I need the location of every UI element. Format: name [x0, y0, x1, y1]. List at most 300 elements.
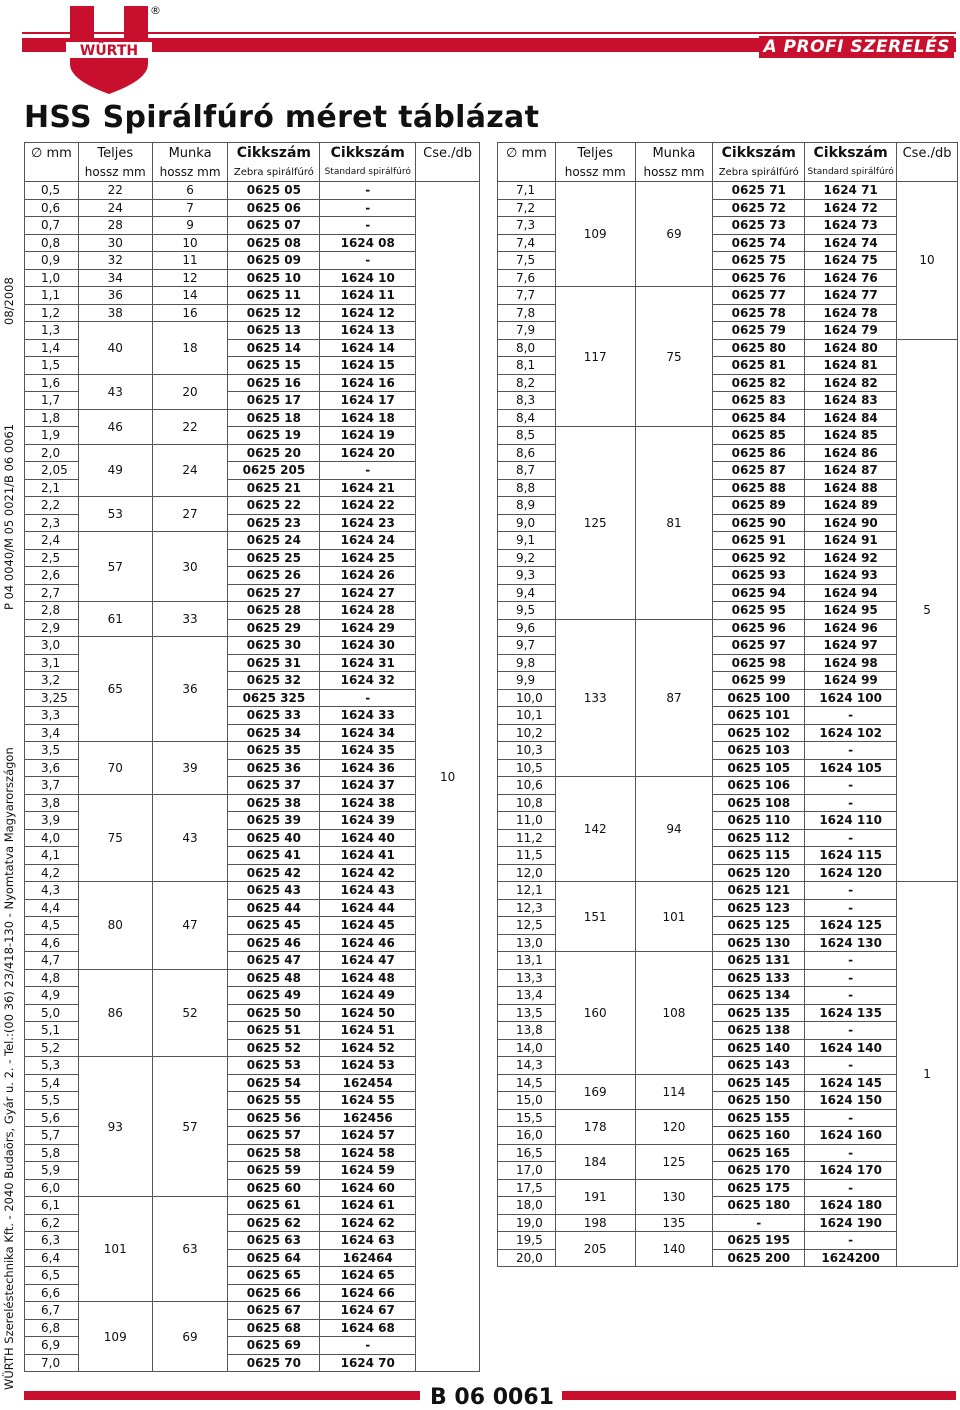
article-zebra-cell: 0625 145: [713, 1074, 805, 1092]
footer-bar-right: [562, 1391, 956, 1400]
article-standard-cell: 1624 125: [805, 917, 897, 935]
article-zebra-cell: 0625 64: [228, 1249, 320, 1267]
diameter-cell: 4,6: [25, 934, 79, 952]
article-standard-cell: 1624 93: [805, 567, 897, 585]
article-zebra-cell: 0625 85: [713, 427, 805, 445]
article-zebra-cell: 0625 180: [713, 1197, 805, 1215]
article-standard-cell: -: [805, 707, 897, 725]
article-standard-cell: 1624 32: [320, 672, 416, 690]
total-length-cell: 49: [78, 444, 152, 497]
work-length-cell: 27: [152, 497, 228, 532]
article-zebra-cell: 0625 33: [228, 707, 320, 725]
article-zebra-cell: 0625 09: [228, 252, 320, 270]
diameter-cell: 3,2: [25, 672, 79, 690]
article-zebra-cell: 0625 121: [713, 882, 805, 900]
svg-text:WÜRTH: WÜRTH: [79, 43, 139, 59]
work-length-cell: 135: [635, 1214, 713, 1232]
header-pack-qty: Cse./db: [416, 143, 480, 164]
diameter-cell: 6,3: [25, 1232, 79, 1250]
work-length-cell: 57: [152, 1057, 228, 1197]
article-zebra-cell: 0625 34: [228, 724, 320, 742]
article-zebra-cell: 0625 21: [228, 479, 320, 497]
article-standard-cell: 1624 110: [805, 812, 897, 830]
article-standard-cell: 1624 49: [320, 987, 416, 1005]
article-standard-cell: -: [805, 794, 897, 812]
diameter-cell: 18,0: [498, 1197, 556, 1215]
article-zebra-cell: 0625 05: [228, 182, 320, 200]
article-zebra-cell: 0625 138: [713, 1022, 805, 1040]
article-standard-cell: -: [805, 1022, 897, 1040]
diameter-cell: 1,2: [25, 304, 79, 322]
table-row: [25, 532, 480, 550]
table-row: [25, 234, 480, 252]
article-zebra-cell: 0625 72: [713, 199, 805, 217]
article-standard-cell: 1624 89: [805, 497, 897, 515]
article-standard-cell: 1624 18: [320, 409, 416, 427]
article-standard-cell: 1624 77: [805, 287, 897, 305]
table-row: [25, 882, 480, 900]
table-row: [25, 497, 480, 515]
article-zebra-cell: 0625 66: [228, 1284, 320, 1302]
article-zebra-cell: 0625 22: [228, 497, 320, 515]
work-length-cell: 47: [152, 882, 228, 970]
article-standard-cell: 1624 12: [320, 304, 416, 322]
diameter-cell: 9,2: [498, 549, 556, 567]
article-zebra-cell: 0625 67: [228, 1302, 320, 1320]
article-zebra-cell: 0625 100: [713, 689, 805, 707]
article-zebra-cell: 0625 135: [713, 1004, 805, 1022]
article-zebra-cell: 0625 18: [228, 409, 320, 427]
header-diameter-sub: [25, 163, 79, 182]
work-length-cell: 43: [152, 794, 228, 882]
table-row: [25, 182, 480, 200]
article-zebra-cell: 0625 10: [228, 269, 320, 287]
total-length-cell: 40: [78, 322, 152, 375]
diameter-cell: 9,8: [498, 654, 556, 672]
article-standard-cell: 1624 58: [320, 1144, 416, 1162]
article-zebra-cell: 0625 26: [228, 567, 320, 585]
diameter-cell: 9,9: [498, 672, 556, 690]
article-standard-cell: 162454: [320, 1074, 416, 1092]
header-work-length-sub: hossz mm: [635, 163, 713, 182]
article-standard-cell: 1624 130: [805, 934, 897, 952]
total-length-cell: 142: [555, 777, 635, 882]
article-standard-cell: 1624 23: [320, 514, 416, 532]
article-zebra-cell: 0625 12: [228, 304, 320, 322]
total-length-cell: 125: [555, 427, 635, 620]
article-zebra-cell: 0625 134: [713, 987, 805, 1005]
article-zebra-cell: 0625 110: [713, 812, 805, 830]
diameter-cell: 8,1: [498, 357, 556, 375]
diameter-cell: 10,6: [498, 777, 556, 795]
article-standard-cell: 1624 170: [805, 1162, 897, 1180]
article-standard-cell: -: [805, 899, 897, 917]
article-zebra-cell: 0625 59: [228, 1162, 320, 1180]
table-row: [498, 777, 958, 795]
work-length-cell: 69: [152, 1302, 228, 1372]
article-standard-cell: 1624 53: [320, 1057, 416, 1075]
diameter-cell: 2,7: [25, 584, 79, 602]
work-length-cell: 87: [635, 619, 713, 777]
work-length-cell: 101: [635, 882, 713, 952]
article-zebra-cell: 0625 140: [713, 1039, 805, 1057]
table-row: [25, 794, 480, 812]
work-length-cell: 16: [152, 304, 228, 322]
table-row: [498, 1144, 958, 1162]
article-standard-cell: -: [805, 777, 897, 795]
article-standard-cell: 1624 79: [805, 322, 897, 340]
footer-code: B 06 0061: [430, 1385, 554, 1410]
article-standard-cell: 1624 19: [320, 427, 416, 445]
diameter-cell: 7,9: [498, 322, 556, 340]
article-zebra-cell: 0625 28: [228, 602, 320, 620]
article-standard-cell: -: [805, 1144, 897, 1162]
diameter-cell: 13,5: [498, 1004, 556, 1022]
article-standard-cell: 1624 70: [320, 1354, 416, 1372]
article-standard-cell: 1624 59: [320, 1162, 416, 1180]
table-row: [498, 882, 958, 900]
article-standard-cell: 1624 62: [320, 1214, 416, 1232]
total-length-cell: 101: [78, 1197, 152, 1302]
header-article-standard: Cikkszám: [320, 143, 416, 164]
article-standard-cell: 1624 24: [320, 532, 416, 550]
right-drill-table: [497, 142, 958, 1267]
table-row: [25, 637, 480, 655]
slogan: A PROFI SZERELÉS: [759, 36, 954, 58]
left-drill-table: [24, 142, 480, 1372]
article-standard-cell: 1624 78: [805, 304, 897, 322]
article-standard-cell: 1624 45: [320, 917, 416, 935]
article-zebra-cell: 0625 35: [228, 742, 320, 760]
diameter-cell: 8,4: [498, 409, 556, 427]
diameter-cell: 10,8: [498, 794, 556, 812]
article-standard-cell: 1624 14: [320, 339, 416, 357]
diameter-cell: 6,9: [25, 1337, 79, 1355]
diameter-cell: 3,7: [25, 777, 79, 795]
header-thin-bar: [22, 32, 956, 34]
article-zebra-cell: 0625 84: [713, 409, 805, 427]
article-zebra-cell: 0625 112: [713, 829, 805, 847]
article-standard-cell: 1624 83: [805, 392, 897, 410]
diameter-cell: 13,8: [498, 1022, 556, 1040]
header-total-length-sub: hossz mm: [555, 163, 635, 182]
diameter-cell: 16,5: [498, 1144, 556, 1162]
article-standard-cell: 1624 86: [805, 444, 897, 462]
article-zebra-cell: 0625 13: [228, 322, 320, 340]
diameter-cell: 6,5: [25, 1267, 79, 1285]
table-row: [25, 217, 480, 235]
header-article-standard-sub: Standard spirálfúró: [320, 163, 416, 182]
diameter-cell: 14,5: [498, 1074, 556, 1092]
header-article-standard-sub: Standard spirálfúró: [805, 163, 897, 182]
total-length-cell: 32: [78, 252, 152, 270]
article-zebra-cell: 0625 61: [228, 1197, 320, 1215]
total-length-cell: 65: [78, 637, 152, 742]
article-standard-cell: 1624 47: [320, 952, 416, 970]
article-standard-cell: 1624 38: [320, 794, 416, 812]
total-length-cell: 151: [555, 882, 635, 952]
article-standard-cell: -: [320, 1337, 416, 1355]
diameter-cell: 6,0: [25, 1179, 79, 1197]
article-zebra-cell: 0625 48: [228, 969, 320, 987]
article-standard-cell: 1624 135: [805, 1004, 897, 1022]
article-standard-cell: 1624 57: [320, 1127, 416, 1145]
diameter-cell: 6,1: [25, 1197, 79, 1215]
article-zebra-cell: -: [713, 1214, 805, 1232]
diameter-cell: 13,3: [498, 969, 556, 987]
diameter-cell: 8,6: [498, 444, 556, 462]
header-subrow: [498, 163, 958, 182]
table-row: [25, 969, 480, 987]
diameter-cell: 5,1: [25, 1022, 79, 1040]
diameter-cell: 5,0: [25, 1004, 79, 1022]
diameter-cell: 19,0: [498, 1214, 556, 1232]
diameter-cell: 12,0: [498, 864, 556, 882]
article-zebra-cell: 0625 88: [713, 479, 805, 497]
diameter-cell: 10,3: [498, 742, 556, 760]
article-standard-cell: 1624 82: [805, 374, 897, 392]
table-row: [498, 427, 958, 445]
work-length-cell: 125: [635, 1144, 713, 1179]
table-row: [498, 1074, 958, 1092]
header-row: [25, 143, 480, 164]
diameter-cell: 8,0: [498, 339, 556, 357]
diameter-cell: 19,5: [498, 1232, 556, 1250]
article-standard-cell: 1624 28: [320, 602, 416, 620]
article-standard-cell: 1624 25: [320, 549, 416, 567]
work-length-cell: 12: [152, 269, 228, 287]
article-zebra-cell: 0625 106: [713, 777, 805, 795]
article-zebra-cell: 0625 200: [713, 1249, 805, 1267]
article-standard-cell: -: [320, 252, 416, 270]
diameter-cell: 4,4: [25, 899, 79, 917]
article-standard-cell: 1624 73: [805, 217, 897, 235]
total-length-cell: 178: [555, 1109, 635, 1144]
diameter-cell: 7,7: [498, 287, 556, 305]
diameter-cell: 9,3: [498, 567, 556, 585]
diameter-cell: 5,2: [25, 1039, 79, 1057]
article-standard-cell: 1624 72: [805, 199, 897, 217]
article-zebra-cell: 0625 24: [228, 532, 320, 550]
work-length-cell: 36: [152, 637, 228, 742]
work-length-cell: 108: [635, 952, 713, 1075]
article-zebra-cell: 0625 20: [228, 444, 320, 462]
diameter-cell: 5,3: [25, 1057, 79, 1075]
article-zebra-cell: 0625 123: [713, 899, 805, 917]
article-zebra-cell: 0625 80: [713, 339, 805, 357]
article-standard-cell: 1624 96: [805, 619, 897, 637]
article-standard-cell: 1624 81: [805, 357, 897, 375]
diameter-cell: 3,3: [25, 707, 79, 725]
header-diameter: ∅ mm: [25, 143, 79, 164]
article-standard-cell: -: [320, 199, 416, 217]
header-article-standard: Cikkszám: [805, 143, 897, 164]
work-length-cell: 24: [152, 444, 228, 497]
diameter-cell: 1,7: [25, 392, 79, 410]
header-work-length: Munka: [152, 143, 228, 164]
article-standard-cell: 1624 87: [805, 462, 897, 480]
article-zebra-cell: 0625 25: [228, 549, 320, 567]
article-standard-cell: 1624 145: [805, 1074, 897, 1092]
total-length-cell: 109: [555, 182, 635, 287]
diameter-cell: 16,0: [498, 1127, 556, 1145]
article-standard-cell: 1624 50: [320, 1004, 416, 1022]
work-length-cell: 75: [635, 287, 713, 427]
article-standard-cell: 1624 52: [320, 1039, 416, 1057]
article-standard-cell: 1624 51: [320, 1022, 416, 1040]
article-standard-cell: 1624 88: [805, 479, 897, 497]
table-row: [498, 1179, 958, 1197]
article-zebra-cell: 0625 94: [713, 584, 805, 602]
article-zebra-cell: 0625 131: [713, 952, 805, 970]
article-zebra-cell: 0625 78: [713, 304, 805, 322]
diameter-cell: 8,9: [498, 497, 556, 515]
article-zebra-cell: 0625 70: [228, 1354, 320, 1372]
total-length-cell: 198: [555, 1214, 635, 1232]
article-zebra-cell: 0625 58: [228, 1144, 320, 1162]
article-zebra-cell: 0625 38: [228, 794, 320, 812]
article-standard-cell: 1624 55: [320, 1092, 416, 1110]
article-zebra-cell: 0625 60: [228, 1179, 320, 1197]
diameter-cell: 3,9: [25, 812, 79, 830]
diameter-cell: 8,2: [498, 374, 556, 392]
side-company-text: WÜRTH Szereléstechnika Kft. - 2040 Budaörs, Gyár u. 2. - Tel.:(00 36) 23/418-130 - Nyomtatva Magyarországon: [2, 747, 16, 1390]
diameter-cell: 3,5: [25, 742, 79, 760]
total-length-cell: 34: [78, 269, 152, 287]
article-zebra-cell: 0625 96: [713, 619, 805, 637]
article-standard-cell: 1624 35: [320, 742, 416, 760]
side-date-text: 08/2008: [2, 277, 16, 325]
total-length-cell: 109: [78, 1302, 152, 1372]
article-zebra-cell: 0625 54: [228, 1074, 320, 1092]
table-row: [498, 1232, 958, 1250]
article-standard-cell: 1624 11: [320, 287, 416, 305]
article-standard-cell: 1624 115: [805, 847, 897, 865]
article-standard-cell: 1624 120: [805, 864, 897, 882]
article-standard-cell: 1624 68: [320, 1319, 416, 1337]
article-standard-cell: -: [320, 689, 416, 707]
article-zebra-cell: 0625 11: [228, 287, 320, 305]
diameter-cell: 8,5: [498, 427, 556, 445]
article-zebra-cell: 0625 07: [228, 217, 320, 235]
diameter-cell: 7,0: [25, 1354, 79, 1372]
diameter-cell: 5,7: [25, 1127, 79, 1145]
diameter-cell: 5,5: [25, 1092, 79, 1110]
article-zebra-cell: 0625 30: [228, 637, 320, 655]
article-zebra-cell: 0625 62: [228, 1214, 320, 1232]
diameter-cell: 7,4: [498, 234, 556, 252]
work-length-cell: 30: [152, 532, 228, 602]
diameter-cell: 8,8: [498, 479, 556, 497]
diameter-cell: 14,3: [498, 1057, 556, 1075]
article-standard-cell: 1624 97: [805, 637, 897, 655]
article-zebra-cell: 0625 77: [713, 287, 805, 305]
article-zebra-cell: 0625 19: [228, 427, 320, 445]
article-zebra-cell: 0625 170: [713, 1162, 805, 1180]
diameter-cell: 12,1: [498, 882, 556, 900]
table-row: [25, 602, 480, 620]
article-standard-cell: 1624 26: [320, 567, 416, 585]
table-row: [25, 444, 480, 462]
total-length-cell: 28: [78, 217, 152, 235]
table-row: [498, 1109, 958, 1127]
article-zebra-cell: 0625 53: [228, 1057, 320, 1075]
article-standard-cell: -: [805, 1232, 897, 1250]
pack-qty-cell: 5: [897, 339, 958, 882]
total-length-cell: 24: [78, 199, 152, 217]
registered-mark: ®: [150, 4, 161, 17]
diameter-cell: 9,7: [498, 637, 556, 655]
article-standard-cell: 1624 31: [320, 654, 416, 672]
article-zebra-cell: 0625 108: [713, 794, 805, 812]
article-standard-cell: 1624 67: [320, 1302, 416, 1320]
diameter-cell: 4,7: [25, 952, 79, 970]
article-standard-cell: 1624 30: [320, 637, 416, 655]
article-standard-cell: 1624 29: [320, 619, 416, 637]
table-row: [25, 742, 480, 760]
total-length-cell: 191: [555, 1179, 635, 1214]
article-standard-cell: 1624 85: [805, 427, 897, 445]
diameter-cell: 6,7: [25, 1302, 79, 1320]
total-length-cell: 86: [78, 969, 152, 1057]
article-standard-cell: -: [805, 952, 897, 970]
work-length-cell: 120: [635, 1109, 713, 1144]
article-zebra-cell: 0625 52: [228, 1039, 320, 1057]
article-zebra-cell: 0625 68: [228, 1319, 320, 1337]
header-row: [498, 143, 958, 164]
header-pack-qty: Cse./db: [897, 143, 958, 164]
diameter-cell: 1,1: [25, 287, 79, 305]
work-length-cell: 39: [152, 742, 228, 795]
article-standard-cell: 1624 34: [320, 724, 416, 742]
work-length-cell: 63: [152, 1197, 228, 1302]
article-zebra-cell: 0625 155: [713, 1109, 805, 1127]
table-row: [498, 952, 958, 970]
diameter-cell: 4,8: [25, 969, 79, 987]
article-zebra-cell: 0625 43: [228, 882, 320, 900]
article-zebra-cell: 0625 51: [228, 1022, 320, 1040]
work-length-cell: 81: [635, 427, 713, 620]
work-length-cell: 6: [152, 182, 228, 200]
table-row: [498, 287, 958, 305]
diameter-cell: 3,1: [25, 654, 79, 672]
article-standard-cell: -: [805, 969, 897, 987]
diameter-cell: 2,2: [25, 497, 79, 515]
article-standard-cell: 1624 74: [805, 234, 897, 252]
diameter-cell: 2,9: [25, 619, 79, 637]
diameter-cell: 3,4: [25, 724, 79, 742]
diameter-cell: 2,5: [25, 549, 79, 567]
diameter-cell: 3,6: [25, 759, 79, 777]
table-row: [25, 409, 480, 427]
diameter-cell: 6,2: [25, 1214, 79, 1232]
article-standard-cell: 1624 65: [320, 1267, 416, 1285]
article-standard-cell: 1624 21: [320, 479, 416, 497]
header-diameter: ∅ mm: [498, 143, 556, 164]
article-standard-cell: 1624 43: [320, 882, 416, 900]
diameter-cell: 6,8: [25, 1319, 79, 1337]
table-row: [25, 269, 480, 287]
diameter-cell: 1,8: [25, 409, 79, 427]
article-zebra-cell: 0625 50: [228, 1004, 320, 1022]
article-standard-cell: 1624200: [805, 1249, 897, 1267]
diameter-cell: 1,6: [25, 374, 79, 392]
footer-bar-left: [24, 1391, 420, 1400]
article-zebra-cell: 0625 29: [228, 619, 320, 637]
header-subrow: [25, 163, 480, 182]
article-standard-cell: 1624 180: [805, 1197, 897, 1215]
article-zebra-cell: 0625 99: [713, 672, 805, 690]
